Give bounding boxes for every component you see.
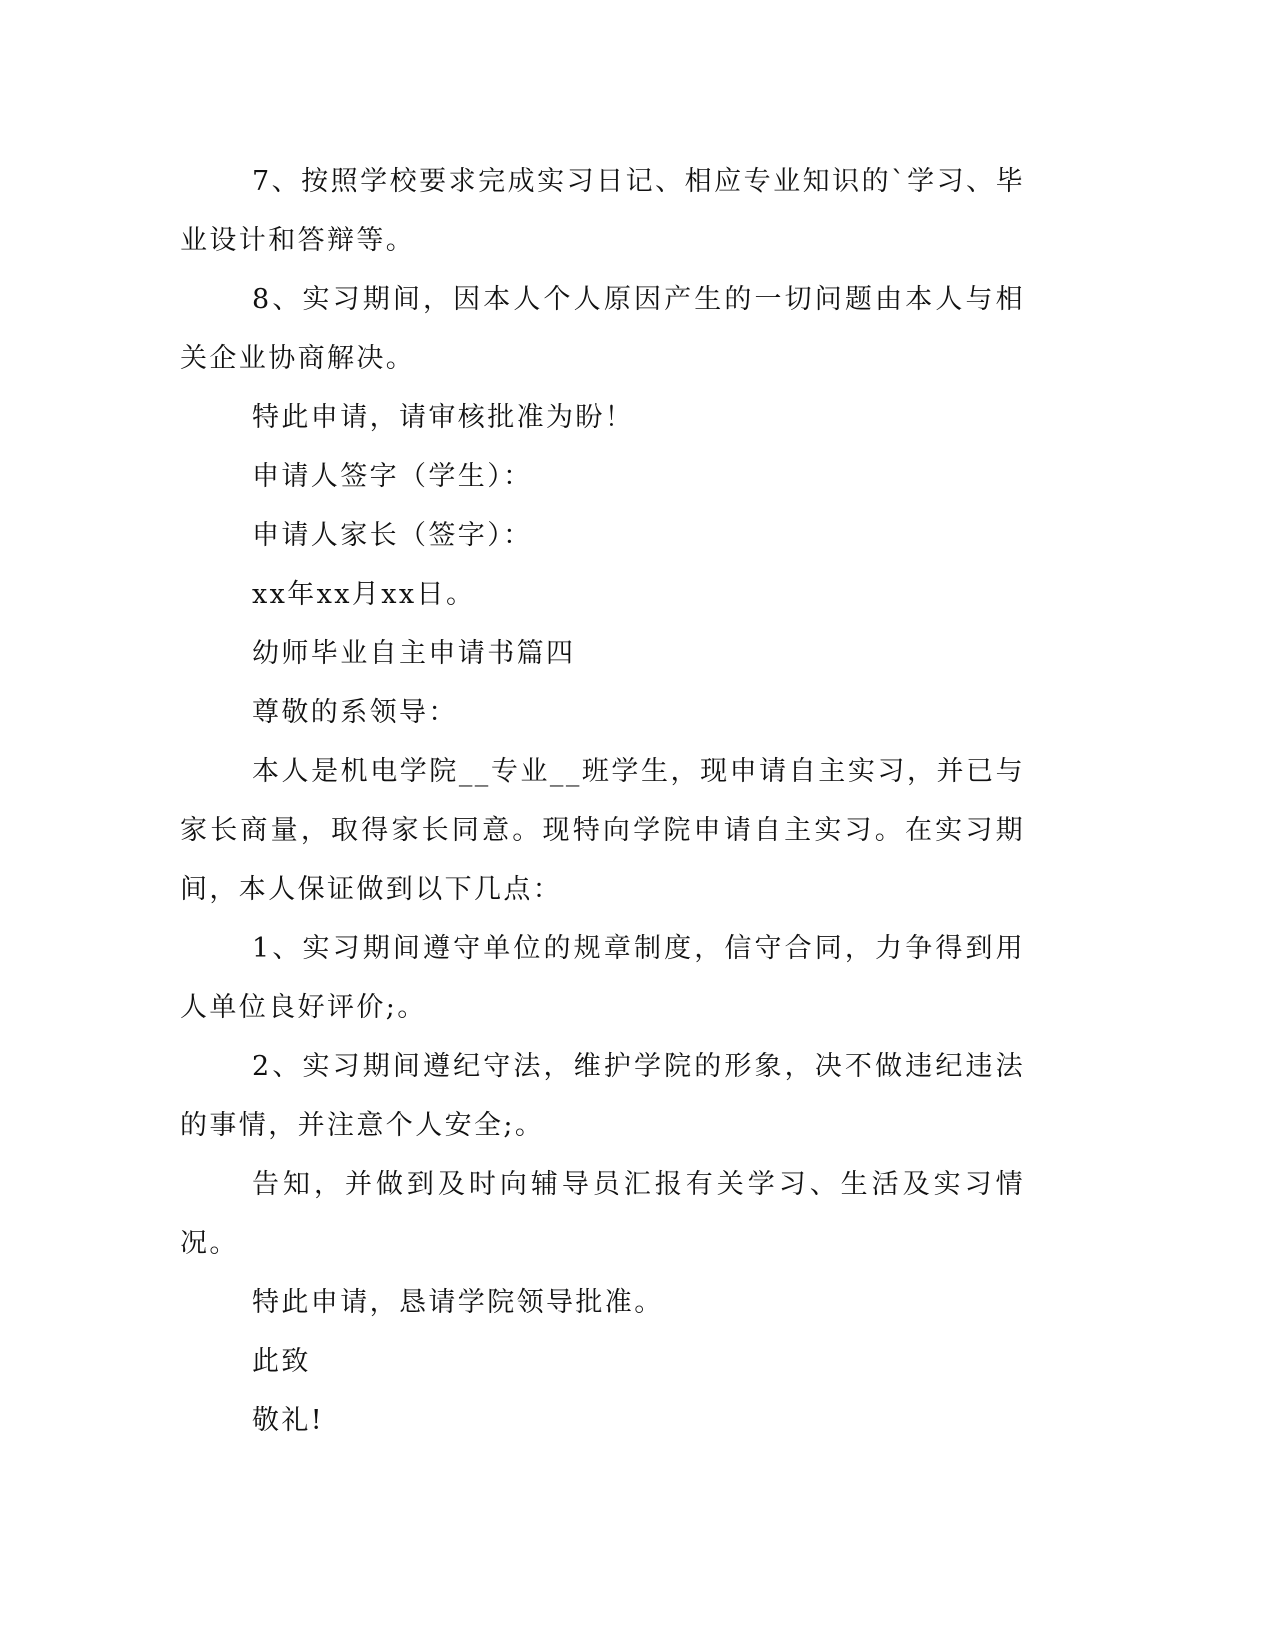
closing-jing-li: 敬礼! [252,1405,325,1436]
request-approval-line: 特此申请，恳请学院领导批准。 [252,1287,664,1318]
closing-ci-zhi: 此致 [252,1346,311,1377]
intro-paragraph: 本人是机电学院__专业__班学生，现申请自主实习，并已与家长商量，取得家长同意。现特向学院申请自主实习。在实习期间，本人保证做到以下几点： [180,756,1025,905]
request-closing-line: 特此申请，请审核批准为盼！ [252,402,635,433]
date-line: xx年xx月xx日。 [252,579,476,610]
document-body [180,152,1025,1450]
notice-paragraph: 告知，并做到及时向辅导员汇报有关学习、生活及实习情况。 [180,1169,1025,1259]
paragraph-item-7: 7、按照学校要求完成实习日记、相应专业知识的`学习、毕业设计和答辩等。 [180,166,1025,256]
salutation: 尊敬的系领导： [252,697,458,728]
section-heading: 幼师毕业自主申请书篇四 [252,638,576,669]
paragraph-item-8: 8、实习期间，因本人个人原因产生的一切问题由本人与相关企业协商解决。 [180,284,1025,374]
student-signature-line: 申请人签字（学生）： [252,461,533,492]
paragraph-item-1: 1、实习期间遵守单位的规章制度，信守合同，力争得到用人单位良好评价;。 [180,933,1025,1023]
parent-signature-line: 申请人家长（签字）： [252,520,533,551]
paragraph-item-2: 2、实习期间遵纪守法，维护学院的形象，决不做违纪违法的事情，并注意个人安全;。 [180,1051,1025,1141]
